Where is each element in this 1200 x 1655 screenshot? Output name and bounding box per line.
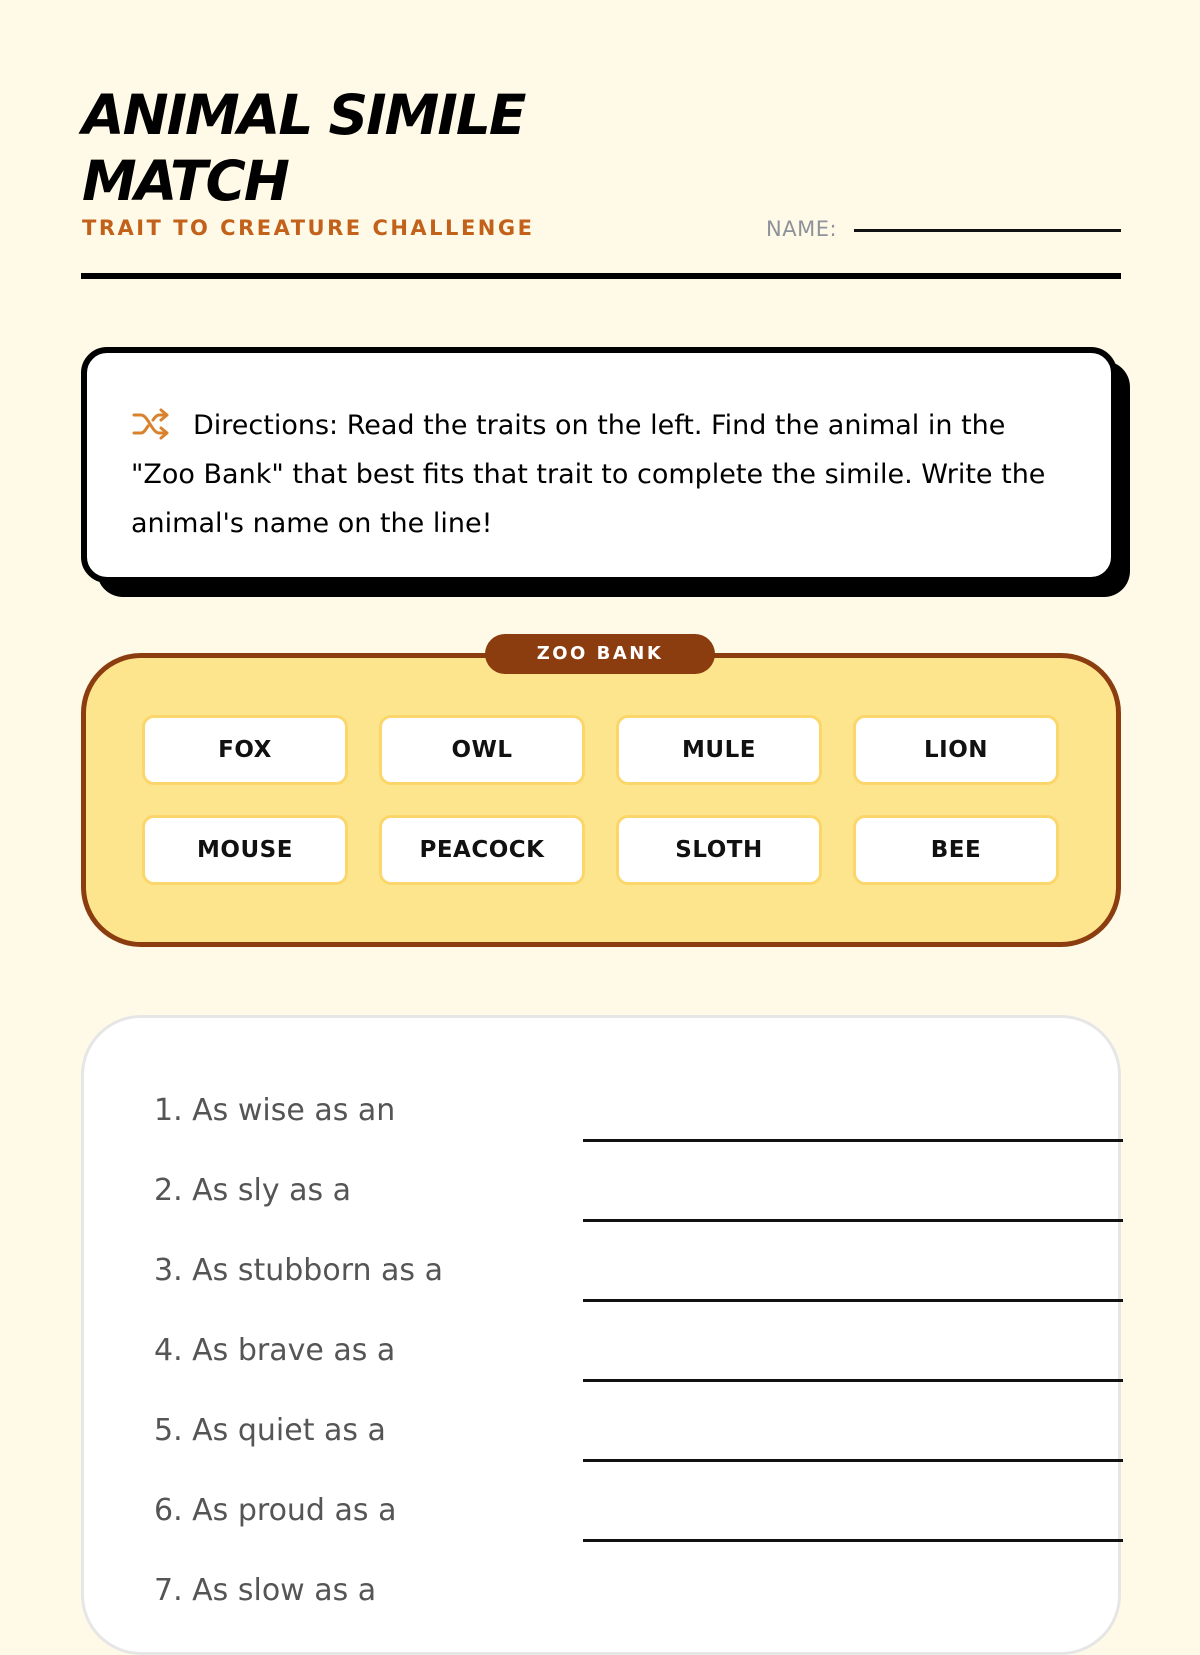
question-text: 4. As brave as a bbox=[154, 1333, 396, 1368]
animal-chip-bee[interactable]: BEE bbox=[853, 815, 1059, 885]
question-text: 2. As sly as a bbox=[154, 1173, 352, 1208]
question-row bbox=[154, 1493, 1054, 1553]
question-text: 5. As quiet as a bbox=[154, 1413, 386, 1448]
answer-line[interactable] bbox=[583, 1299, 1123, 1302]
answer-line[interactable] bbox=[583, 1139, 1123, 1142]
animal-chip-mule[interactable]: MULE bbox=[616, 715, 822, 785]
name-label: NAME: bbox=[766, 217, 838, 241]
animal-chip-mouse[interactable]: MOUSE bbox=[142, 815, 348, 885]
header-divider bbox=[81, 273, 1121, 279]
question-row bbox=[154, 1093, 1054, 1153]
question-row bbox=[154, 1253, 1054, 1313]
question-row bbox=[154, 1413, 1054, 1473]
question-text: 1. As wise as an bbox=[154, 1093, 396, 1128]
answer-line[interactable] bbox=[583, 1379, 1123, 1382]
directions-text: Directions: Read the traits on the left. Find the animal in the "Zoo Bank" that best fits that trait to complete the simile. Write the animal's name on the line! bbox=[131, 410, 1046, 539]
question-text: 6. As proud as a bbox=[154, 1493, 397, 1528]
page-subtitle: TRAIT TO CREATURE CHALLENGE bbox=[82, 216, 535, 240]
animal-chip-owl[interactable]: OWL bbox=[379, 715, 585, 785]
question-text: 7. As slow as a bbox=[154, 1573, 377, 1608]
question-row bbox=[154, 1333, 1054, 1393]
questions-card bbox=[81, 1015, 1121, 1655]
animal-chip-sloth[interactable]: SLOTH bbox=[616, 815, 822, 885]
animal-chip-lion[interactable]: LION bbox=[853, 715, 1059, 785]
question-row bbox=[154, 1573, 1054, 1633]
name-input-line[interactable] bbox=[854, 229, 1121, 232]
shuffle-icon bbox=[131, 406, 171, 442]
answer-line[interactable] bbox=[583, 1219, 1123, 1222]
animal-chip-fox[interactable]: FOX bbox=[142, 715, 348, 785]
question-text: 3. As stubborn as a bbox=[154, 1253, 443, 1288]
zoo-bank-label: ZOO BANK bbox=[485, 634, 715, 674]
answer-line[interactable] bbox=[583, 1459, 1123, 1462]
animal-chip-peacock[interactable]: PEACOCK bbox=[379, 815, 585, 885]
question-row bbox=[154, 1173, 1054, 1233]
zoo-bank-grid bbox=[142, 715, 1060, 885]
directions-card bbox=[81, 347, 1117, 583]
page-title: ANIMAL SIMILE MATCH bbox=[82, 83, 525, 213]
answer-line[interactable] bbox=[583, 1539, 1123, 1542]
